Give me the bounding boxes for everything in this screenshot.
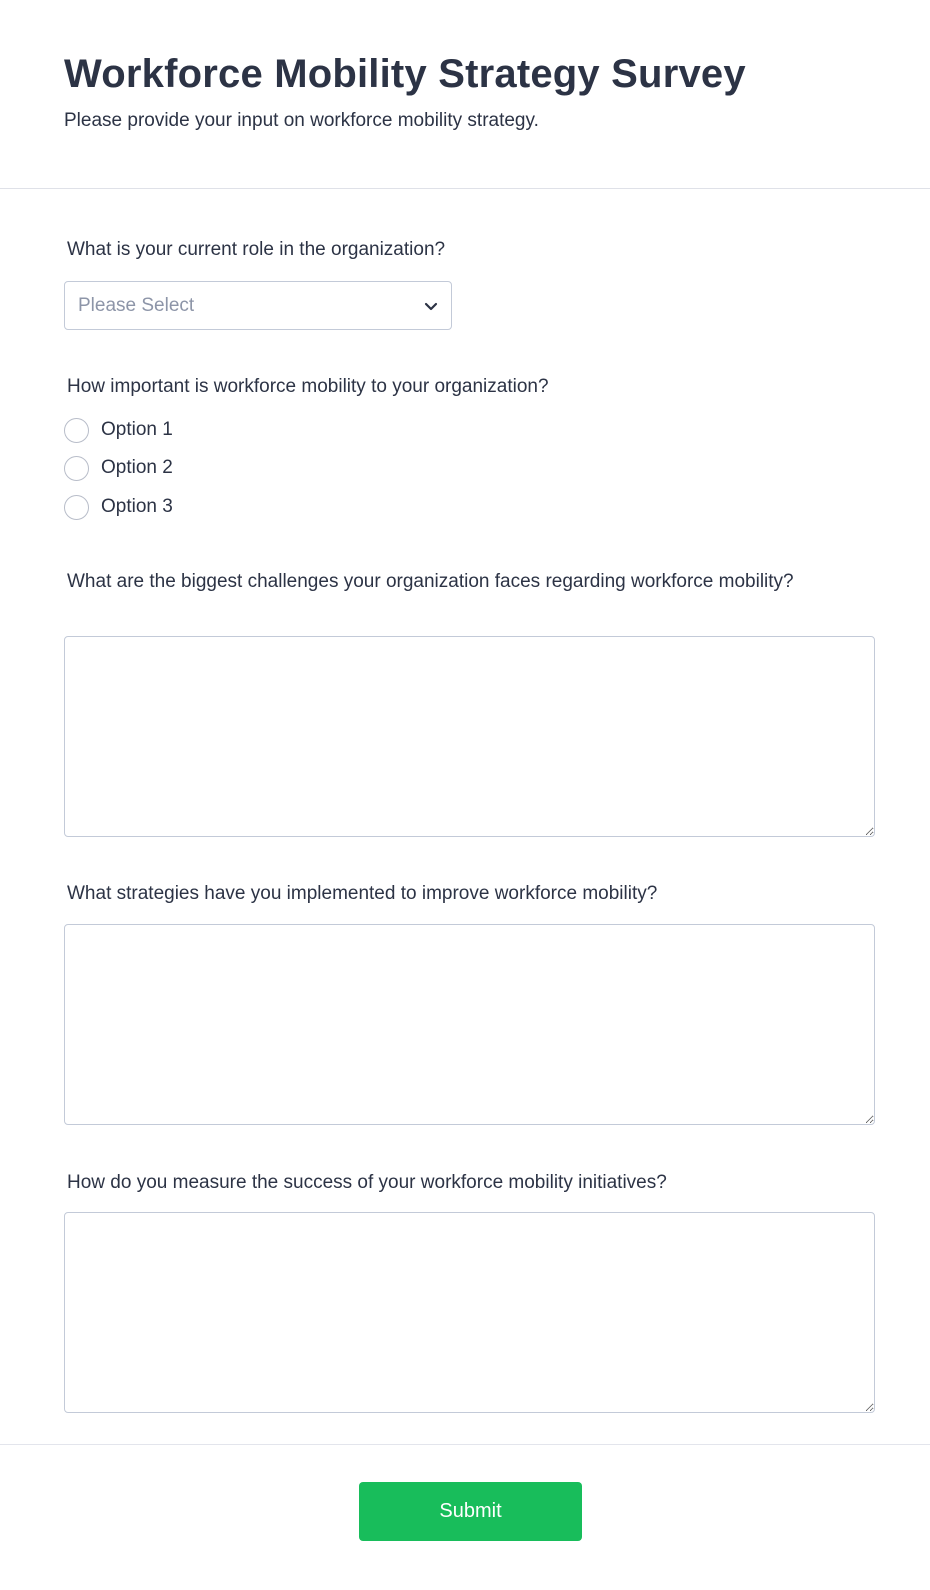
radio-label: Option 2 bbox=[101, 457, 173, 478]
page-subtitle: Please provide your input on workforce mobility strategy. bbox=[64, 110, 539, 131]
role-select-placeholder: Please Select bbox=[78, 295, 195, 316]
radio-circle[interactable] bbox=[64, 495, 89, 520]
radio-label: Option 1 bbox=[101, 419, 173, 440]
chevron-down-icon bbox=[423, 298, 439, 314]
importance-radio-option-1[interactable] bbox=[64, 417, 173, 443]
question-measure-label: How do you measure the success of your workforce mobility initiatives? bbox=[67, 1172, 667, 1193]
question-strategies-label: What strategies have you implemented to improve workforce mobility? bbox=[67, 883, 658, 904]
radio-circle[interactable] bbox=[64, 456, 89, 481]
footer-divider bbox=[0, 1444, 930, 1445]
importance-radio-option-2[interactable] bbox=[64, 455, 173, 481]
question-challenges-label: What are the biggest challenges your organization faces regarding workforce mobility? bbox=[67, 571, 794, 592]
form-header bbox=[0, 0, 930, 189]
question-importance-label: How important is workforce mobility to your organization? bbox=[67, 376, 549, 397]
page-title: Workforce Mobility Strategy Survey bbox=[64, 52, 746, 96]
strategies-textarea[interactable] bbox=[64, 924, 875, 1125]
importance-radio-option-3[interactable] bbox=[64, 494, 173, 520]
challenges-textarea[interactable] bbox=[64, 636, 875, 837]
submit-button[interactable]: Submit bbox=[359, 1482, 582, 1541]
radio-label: Option 3 bbox=[101, 496, 173, 517]
role-select[interactable] bbox=[64, 281, 452, 330]
question-role-label: What is your current role in the organization? bbox=[67, 239, 446, 260]
radio-circle[interactable] bbox=[64, 418, 89, 443]
measure-textarea[interactable] bbox=[64, 1212, 875, 1413]
